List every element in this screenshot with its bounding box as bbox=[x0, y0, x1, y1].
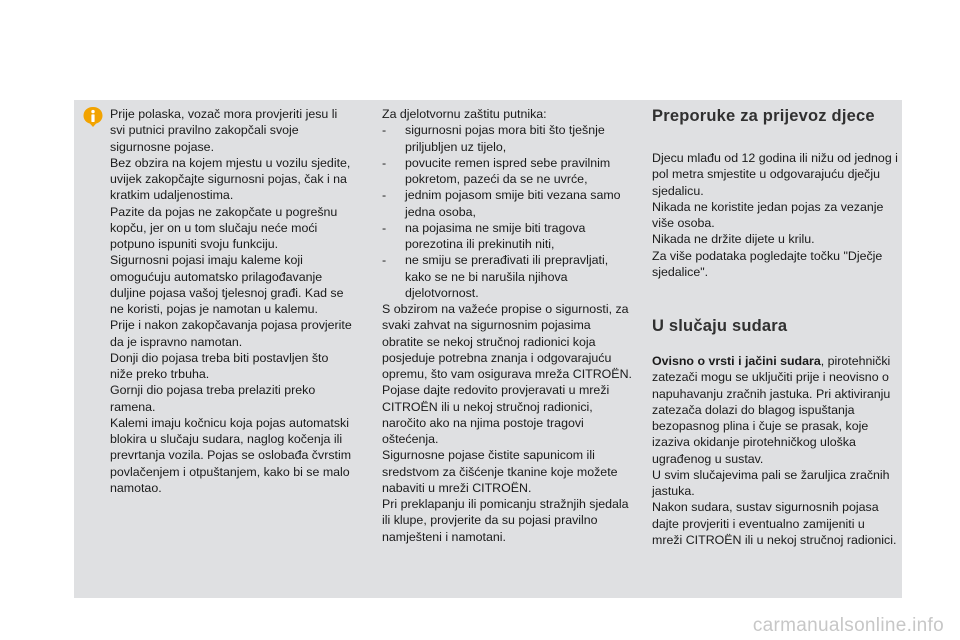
collision-section bbox=[652, 353, 898, 548]
paragraph: Nikada ne držite dijete u krilu. bbox=[652, 232, 815, 247]
info-icon bbox=[82, 106, 104, 128]
list-item: - jednim pojasom smije biti vezana samo jedna osoba, bbox=[382, 187, 634, 220]
list-item: - na pojasima ne smije biti tragova porezotina ili prekinutih niti, bbox=[382, 220, 634, 253]
middle-column bbox=[382, 106, 634, 545]
paragraph: Sigurnosne pojase čistite sapunicom ili sredstvom za čišćenje tkanine koje možete nabaviti u mreži CITROËN. bbox=[382, 448, 618, 495]
paragraph: Djecu mlađu od 12 godina ili nižu od jednog i pol metra smjestite u odgovarajuću dječju sjedalicu. bbox=[652, 151, 898, 198]
paragraph: Sigurnosni pojasi imaju kaleme koji omogućuju automatsko prilagođavanje duljine pojasa vašoj tjelesnoj građi. Kad se ne koristi, pojas je namotan u kalemu. bbox=[110, 253, 344, 316]
paragraph bbox=[652, 353, 898, 467]
heading-collision: U slučaju sudara bbox=[652, 317, 788, 335]
paragraph: Prije i nakon zakopčavanja pojasa provjerite da je ispravno namotan. bbox=[110, 318, 352, 349]
paragraph: Za više podataka pogledajte točku "Dječje sjedalice". bbox=[652, 248, 883, 279]
left-column bbox=[110, 106, 354, 496]
list-intro: Za djelotvornu zaštitu putnika: bbox=[382, 107, 547, 121]
paragraph: S obzirom na važeće propise o sigurnosti, za svaki zahvat na sigurnosnim pojasima obratite se nekoj stručnoj radionici koja posjeduje potrebna znanja i odgovarajuću opremu, što vam osigurava mreža CITROËN. bbox=[382, 302, 632, 381]
paragraph: Pazite da pojas ne zakopčate u pogrešnu kopču, jer on u tom slučaju neće moći potpuno ispuniti svoju funkciju. bbox=[110, 204, 338, 251]
paragraph: Nakon sudara, sustav sigurnosnih pojasa dajte provjeriti i eventualno zamijeniti u mreži CITROËN ili u nekoj stručnoj radionici. bbox=[652, 500, 897, 547]
paragraph: Kalemi imaju kočnicu koja pojas automatski blokira u slučaju sudara, naglog kočenja ili prevrtanja vozila. Pojas se oslobađa čvrstim povlačenjem i otpuštanjem, kako bi se malo namotao. bbox=[110, 415, 352, 495]
paragraph: Prije polaska, vozač mora provjeriti jesu li svi putnici pravilno zakopčali svoje sigurnosne pojase. bbox=[110, 107, 338, 154]
children-section bbox=[652, 150, 898, 280]
paragraph: Bez obzira na kojem mjestu u vozilu sjedite, uvijek zakopčajte sigurnosni pojas, čak i na kratkim udaljenostima. bbox=[110, 155, 351, 203]
paragraph: Nikada ne koristite jedan pojas za vezanje više osoba. bbox=[652, 199, 884, 230]
list-item: - sigurnosni pojas mora biti što tješnje priljubljen uz tijelo, bbox=[382, 122, 634, 155]
paragraph: Pojase dajte redovito provjeravati u mreži CITROËN ili u nekoj stručnoj radionici, naročito ako na njima postoje tragovi oštećenja. bbox=[382, 383, 610, 446]
right-column bbox=[652, 106, 898, 548]
paragraph: Pri preklapanju ili pomicanju stražnjih sjedala ili klupe, provjerite da su pojasi pravilno namješteni i namotani. bbox=[382, 497, 629, 544]
list-item: - ne smiju se prerađivati ili prepravljati, kako se ne bi narušila njihova djelotvornost. bbox=[382, 252, 634, 301]
watermark: carmanualsonline.info bbox=[752, 615, 944, 636]
paragraph: U svim slučajevima pali se žaruljica zračnih jastuka. bbox=[652, 467, 890, 498]
heading-children-transport: Preporuke za prijevoz djece bbox=[652, 107, 875, 125]
paragraph: Donji dio pojasa treba biti postavljen što niže preko trbuha. bbox=[110, 350, 329, 381]
collision-bold-lead: Ovisno o vrsti i jačini sudara bbox=[652, 354, 821, 368]
collision-text: , pirotehnički zatezači mogu se uključiti prije i neovisno o napuhavanju zračnih jastuka. Pri aktiviranju zatezača dolazi do blagog ispuštanja bezopasnog plina i čuje se prasak, koje izaziva okidanje pirotehničkog uloška ugrađenog u sustav. bbox=[652, 354, 891, 466]
list-item: - povucite remen ispred sebe pravilnim pokretom, pazeći da se ne uvrće, bbox=[382, 155, 634, 188]
paragraph: Gornji dio pojasa treba prelaziti preko ramena. bbox=[110, 383, 316, 414]
protection-list bbox=[382, 122, 634, 301]
